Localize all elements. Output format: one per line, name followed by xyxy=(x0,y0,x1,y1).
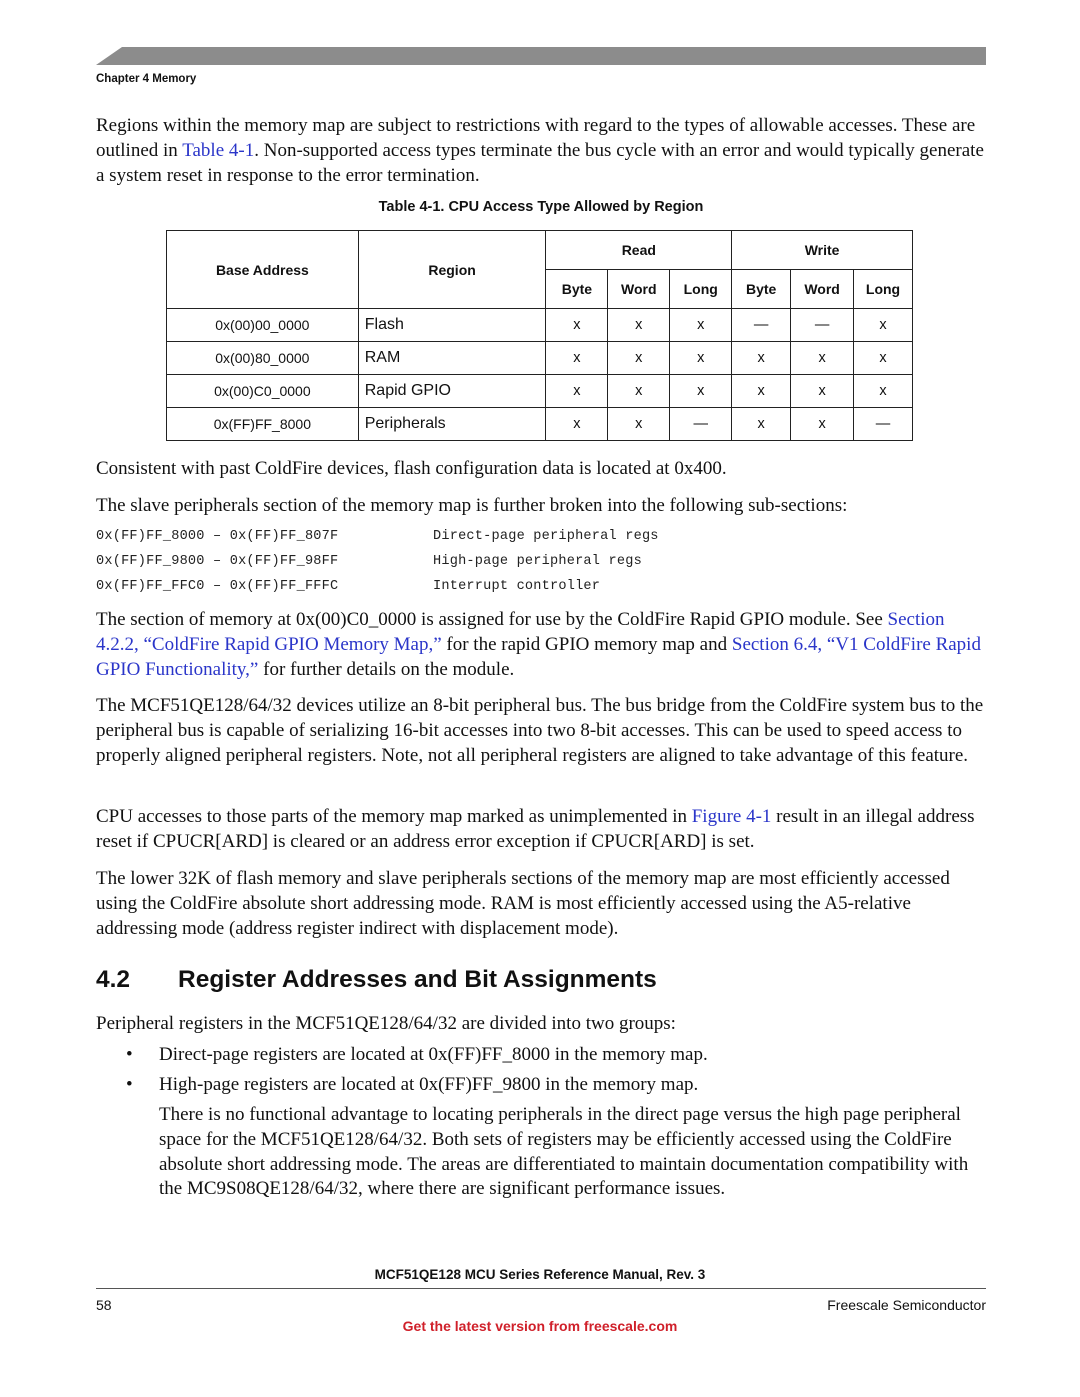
access-cell: x xyxy=(546,309,608,342)
header-read-byte: Byte xyxy=(546,270,608,309)
table-row xyxy=(167,375,913,408)
access-table xyxy=(166,230,913,441)
header-read-word: Word xyxy=(608,270,670,309)
access-cell: x xyxy=(791,408,854,441)
access-cell: — xyxy=(854,408,913,441)
region-cell: RAM xyxy=(358,342,546,375)
access-cell: x xyxy=(670,375,732,408)
text-run: CPU accesses to those parts of the memory map marked as unimplemented in xyxy=(96,806,692,827)
header-write-long: Long xyxy=(854,270,913,309)
address-cell: 0x(FF)FF_8000 xyxy=(167,408,359,441)
region-cell: Peripherals xyxy=(358,408,546,441)
region-cell: Flash xyxy=(358,309,546,342)
header-base-address: Base Address xyxy=(167,231,359,309)
section-heading xyxy=(96,966,657,994)
footer-divider xyxy=(96,1288,986,1289)
code-desc: Direct-page peripheral regs xyxy=(433,529,659,544)
access-cell: x xyxy=(546,342,608,375)
access-cell: — xyxy=(670,408,732,441)
section-6-4-link[interactable]: Section 6.4, “V1 ColdFire Rapid GPIO Functionality,” xyxy=(96,633,981,680)
list-item-text: Direct-page registers are located at 0x(FF)FF_8000 in the memory map. xyxy=(159,1044,708,1065)
peripheral-bus-paragraph: The MCF51QE128/64/32 devices utilize an 8-bit peripheral bus. The bus bridge from the ColdFire system bus to the peripheral bus is capable of serializing 16-bit accesses into two 8-bit accesses. This can be used to speed access to properly aligned peripheral registers. Note, not all peripheral registers are aligned to take advantage of this feature. xyxy=(96,695,984,766)
addressing-mode-paragraph: The lower 32K of flash memory and slave peripherals sections of the memory map are most efficiently accessed using the ColdFire absolute short addressing mode. RAM is most efficiently accessed using the A5-relative addressing mode (address register indirect with displacement mode). xyxy=(96,868,950,939)
table-link[interactable]: Table 4-1 xyxy=(182,139,255,161)
text-run: for the rapid GPIO memory map and xyxy=(441,633,732,655)
region-cell: Rapid GPIO xyxy=(358,375,546,408)
latest-version-link[interactable]: Get the latest version from freescale.com xyxy=(402,1318,678,1334)
cpu-access-paragraph xyxy=(96,805,986,855)
access-cell: x xyxy=(791,375,854,408)
header-write-word: Word xyxy=(791,270,854,309)
access-cell: x xyxy=(732,375,791,408)
figure-link[interactable]: Figure 4-1 xyxy=(691,806,772,827)
header-read: Read xyxy=(546,231,732,270)
access-cell: x xyxy=(791,342,854,375)
access-cell: — xyxy=(791,309,854,342)
table-row xyxy=(167,342,913,375)
access-cell: x xyxy=(854,309,913,342)
text-run: for further details on the module. xyxy=(258,658,515,680)
code-desc: Interrupt controller xyxy=(433,579,601,594)
address-cell: 0x(00)C0_0000 xyxy=(167,375,359,408)
bullet-icon: • xyxy=(126,1074,133,1095)
register-groups-paragraph: Peripheral registers in the MCF51QE128/64/32 are divided into two groups: xyxy=(96,1013,676,1034)
flash-config-paragraph: Consistent with past ColdFire devices, flash configuration data is located at 0x400. xyxy=(96,458,727,479)
access-cell: x xyxy=(854,342,913,375)
table-row xyxy=(167,309,913,342)
access-cell: x xyxy=(732,408,791,441)
header-write: Write xyxy=(732,231,913,270)
table-caption: Table 4-1. CPU Access Type Allowed by Region xyxy=(378,199,704,215)
access-cell: x xyxy=(608,309,670,342)
access-cell: — xyxy=(732,309,791,342)
code-range: 0x(FF)FF_9800 – 0x(FF)FF_98FF xyxy=(96,554,339,569)
intro-paragraph xyxy=(96,114,986,188)
list-item-text: High-page registers are located at 0x(FF)FF_9800 in the memory map. xyxy=(159,1074,699,1095)
access-cell: x xyxy=(546,408,608,441)
rapid-gpio-paragraph xyxy=(96,608,986,682)
page-number: 58 xyxy=(96,1297,112,1313)
code-desc: High-page peripheral regs xyxy=(433,554,642,569)
access-cell: x xyxy=(546,375,608,408)
access-cell: x xyxy=(670,309,732,342)
access-cell: x xyxy=(854,375,913,408)
access-cell: x xyxy=(608,375,670,408)
header-region: Region xyxy=(358,231,546,309)
text-run: result in an illegal address reset if CPUCR[ARD] is cleared or an address error exception if CPUCR[ARD] is set. xyxy=(96,806,975,852)
address-cell: 0x(00)00_0000 xyxy=(167,309,359,342)
text-run: . Non-supported access types terminate the bus cycle with an error and would typically generate a system reset in response to the error termination. xyxy=(96,139,984,186)
access-cell: x xyxy=(732,342,791,375)
code-range: 0x(FF)FF_8000 – 0x(FF)FF_807F xyxy=(96,529,339,544)
bullet-icon: • xyxy=(126,1044,133,1065)
code-range: 0x(FF)FF_FFC0 – 0x(FF)FF_FFFC xyxy=(96,579,339,594)
functional-advantage-paragraph: There is no functional advantage to locating peripherals in the direct page versus the high page peripheral space for the MCF51QE128/64/32. Both sets of registers may be efficiently accessed using the ColdFire absolute short addressing mode. The areas are differentiated to maintain documentation compatibility with the MC9S08QE128/64/32, where there are significant performance issues. xyxy=(159,1104,969,1200)
header-bar xyxy=(96,47,986,65)
section-title: Register Addresses and Bit Assignments xyxy=(178,966,657,993)
text-run: Regions within the memory map are subject to restrictions with regard to the types of allowable accesses. These are outlined in xyxy=(96,115,976,161)
address-cell: 0x(00)80_0000 xyxy=(167,342,359,375)
table-row xyxy=(167,408,913,441)
slave-peripherals-paragraph: The slave peripherals section of the memory map is further broken into the following sub-sections: xyxy=(96,495,848,516)
chapter-label: Chapter 4 Memory xyxy=(96,73,197,85)
publisher-name: Freescale Semiconductor xyxy=(827,1297,986,1313)
header-write-byte: Byte xyxy=(732,270,791,309)
access-cell: x xyxy=(670,342,732,375)
header-read-long: Long xyxy=(670,270,732,309)
access-cell: x xyxy=(608,408,670,441)
section-number: 4.2 xyxy=(96,966,131,993)
section-4-2-2-link[interactable]: Section 4.2.2, “ColdFire Rapid GPIO Memory Map,” xyxy=(96,609,945,655)
access-cell: x xyxy=(608,342,670,375)
footer-title: MCF51QE128 MCU Series Reference Manual, Rev. 3 xyxy=(374,1267,706,1282)
text-run: The section of memory at 0x(00)C0_0000 is assigned for use by the ColdFire Rapid GPIO module. See xyxy=(96,609,888,630)
